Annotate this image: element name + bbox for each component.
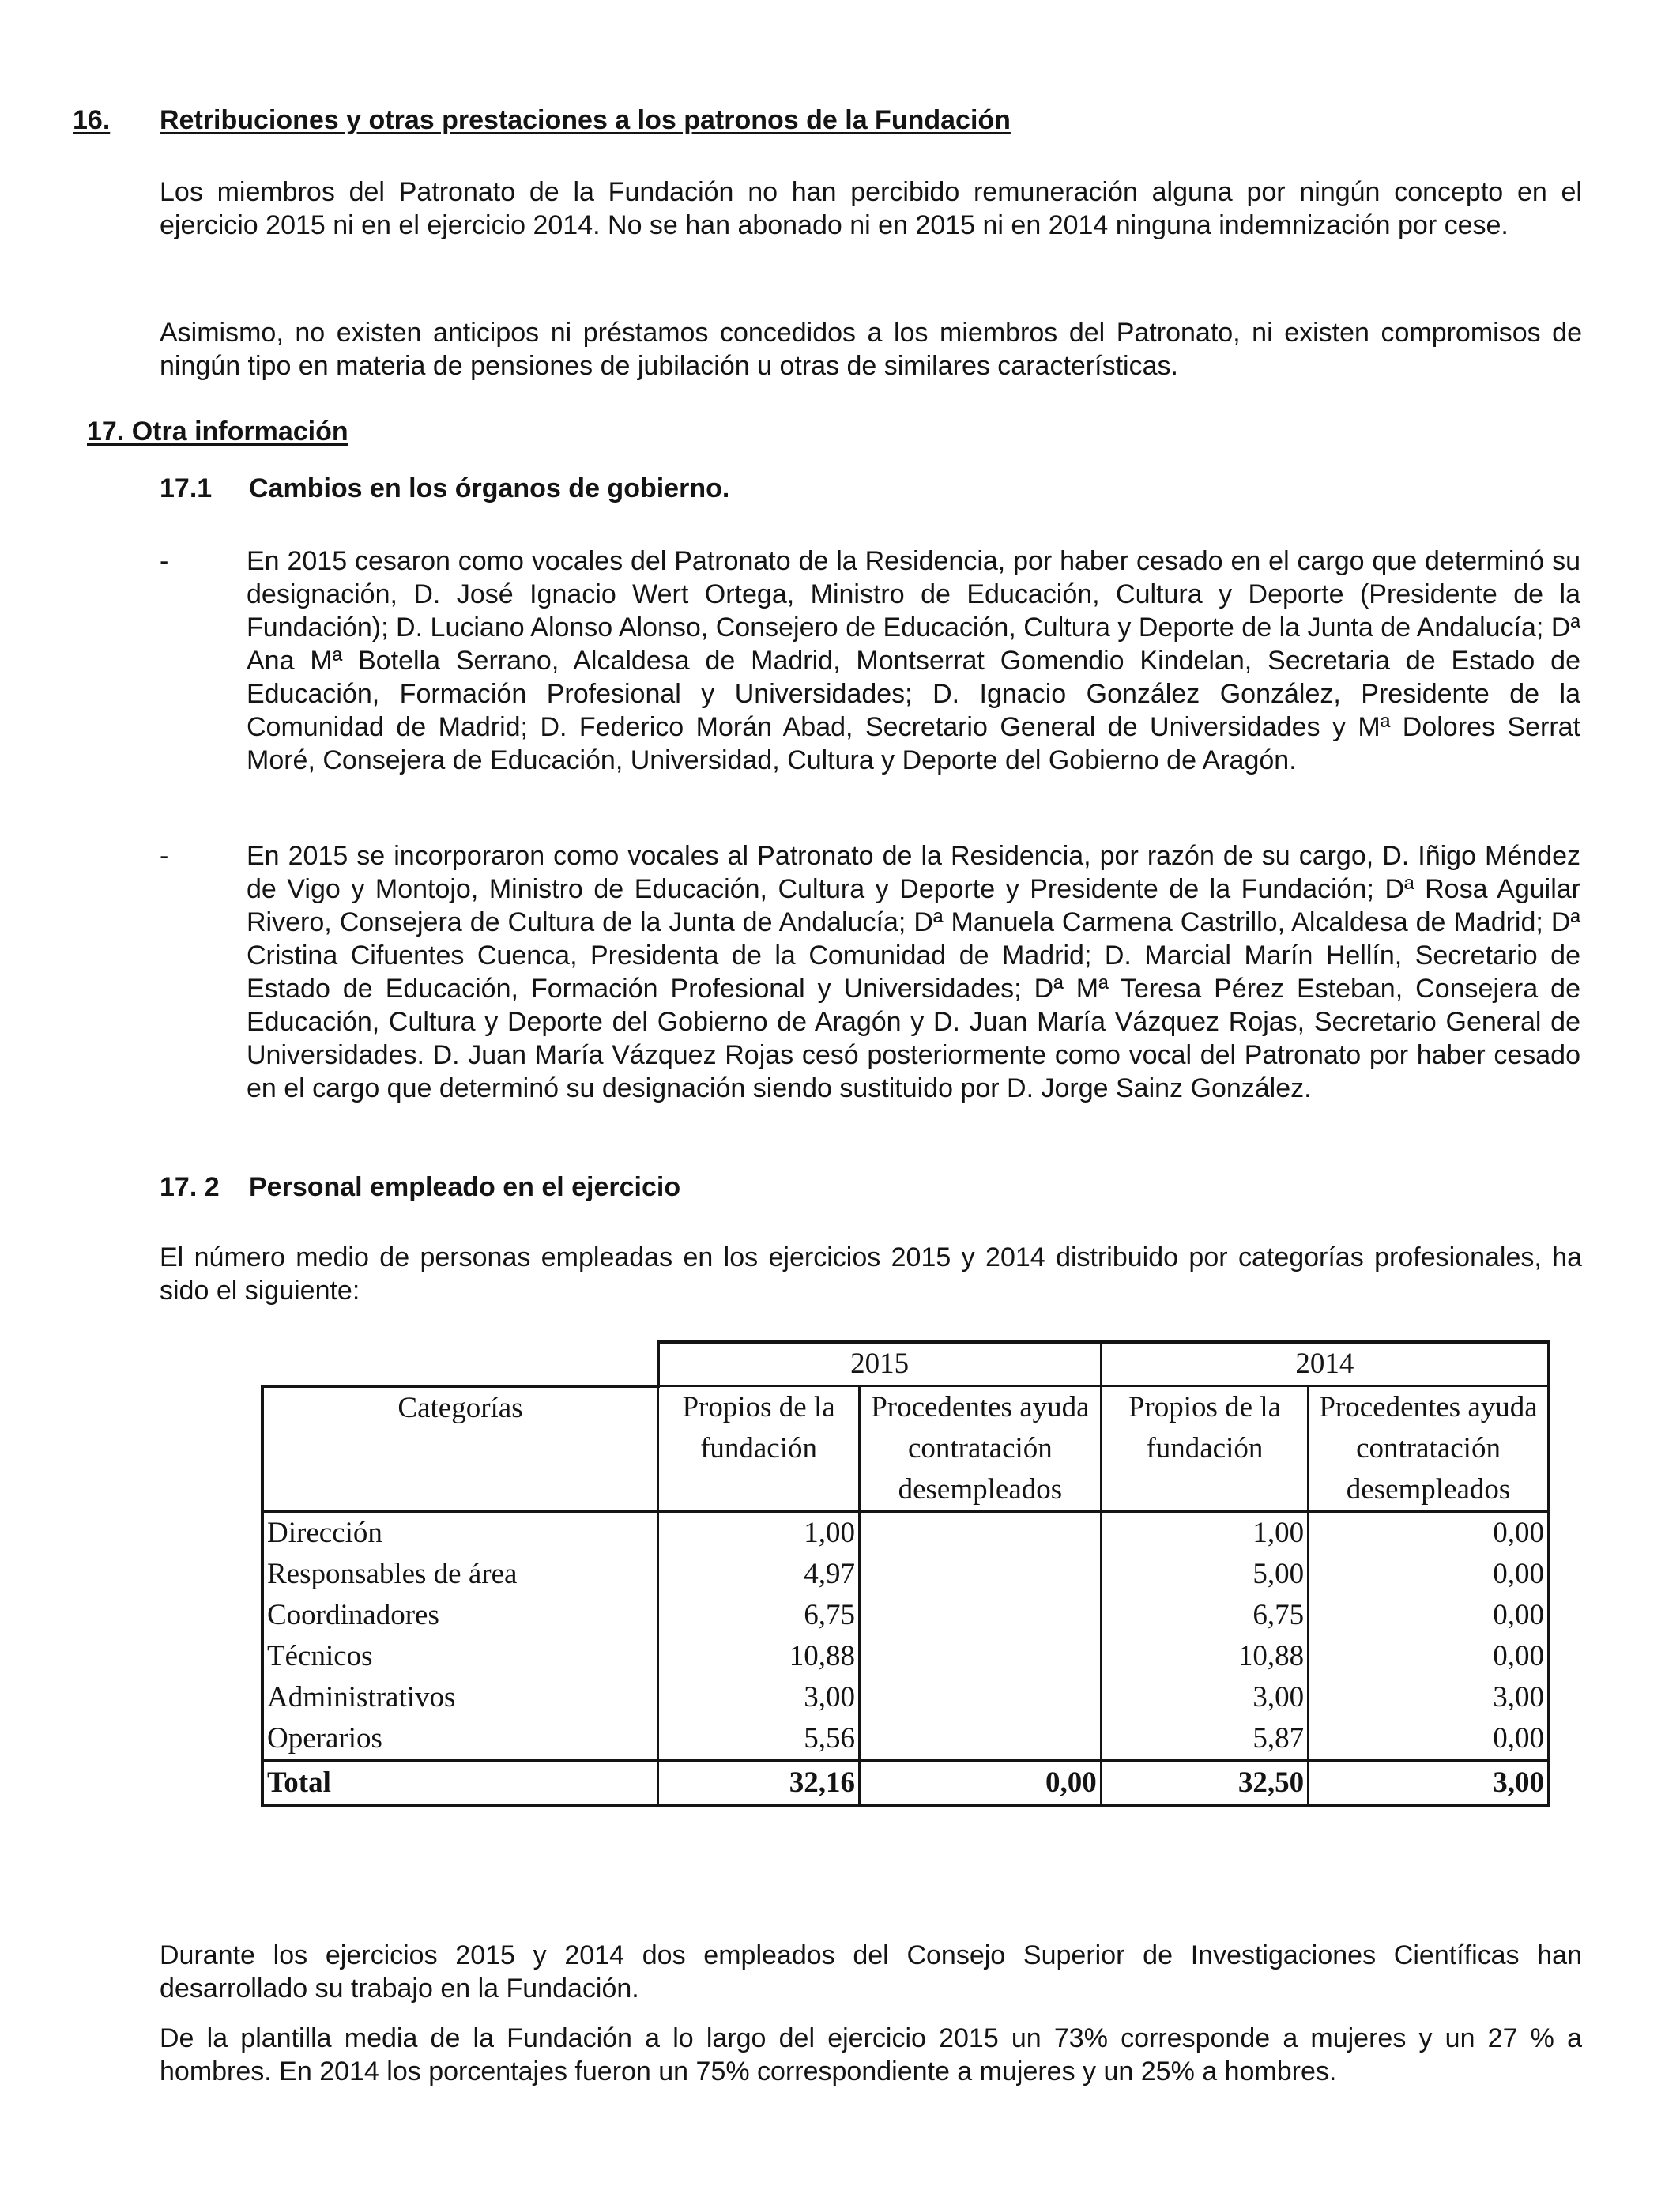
- section-16-number: 16.: [73, 105, 111, 135]
- propios-2015-cell: 1,00: [658, 1512, 860, 1555]
- bullet-item-ceses: En 2015 cesaron como vocales del Patronato de la Residencia, por haber cesado en el cargo que determinó su designación, D. José Ignacio Wert Ortega, Ministro de Educación, Cultura y Deporte (Presidente de la Fundación); D. Luciano Alonso Alonso, Consejero de Educación, Cultura y Deporte de la Junta de Andalucía; Dª Ana Mª Botella Serrano, Alcaldesa de Madrid, Montserrat Gomendio Kindelan, Secretaria de Estado de Educación, Formación Profesional y Universidades; D. Ignacio González González, Presidente de la Comunidad de Madrid; D. Federico Morán Abad, Secretario General de Universidades y Mª Dolores Serrat Moré, Consejera de Educación, Universidad, Cultura y Deporte del Gobierno de Aragón.: [247, 546, 1580, 775]
- procedentes-2014-cell: 0,00: [1309, 1636, 1549, 1677]
- procedentes-2014-cell: 3,00: [1309, 1677, 1549, 1718]
- procedentes-2015-cell: [860, 1718, 1102, 1761]
- year-2015-header: 2015: [658, 1342, 1102, 1386]
- section-16-title: Retribuciones y otras prestaciones a los patronos de la Fundación: [160, 105, 1011, 135]
- procedentes-2014-cell: 0,00: [1309, 1554, 1549, 1595]
- procedentes-2014-cell: 0,00: [1309, 1718, 1549, 1761]
- table-row: [262, 1512, 1549, 1555]
- bullet-dash: -: [160, 546, 169, 576]
- category-cell: Técnicos: [262, 1636, 658, 1677]
- bullet-item-incorporaciones: En 2015 se incorporaron como vocales al Patronato de la Residencia, por razón de su cargo, D. Iñigo Méndez de Vigo y Montojo, Ministro de Educación, Cultura y Deporte y Presidente de la Fundación; Dª Rosa Aguilar Rivero, Consejera de Cultura de la Junta de Andalucía; Dª Manuela Carmena Castrillo, Alcaldesa de Madrid; Dª Cristina Cifuentes Cuenca, Presidenta de la Comunidad de Madrid; D. Marcial Marín Hellín, Secretario de Estado de Educación, Formación Profesional y Universidades; Dª Mª Teresa Pérez Esteban, Consejera de Educación, Cultura y Deporte del Gobierno de Aragón y D. Juan María Vázquez Rojas, Secretario General de Universidades. D. Juan María Vázquez Rojas cesó posteriormente como vocal del Patronato por haber cesado en el cargo que determinó su designación siendo sustituido por D. Jorge Sainz González.: [247, 841, 1580, 1103]
- category-header: Categorías: [262, 1386, 658, 1512]
- propios-2014-cell: 1,00: [1101, 1512, 1308, 1555]
- table-header-row: [262, 1386, 1549, 1512]
- propios-2014-header: Propios de la fundación: [1101, 1386, 1308, 1512]
- propios-2015-header: Propios de la fundación: [658, 1386, 860, 1512]
- total-label: Total: [262, 1761, 658, 1805]
- bullet-dash: -: [160, 841, 169, 871]
- table-row: [262, 1554, 1549, 1595]
- category-cell: Coordinadores: [262, 1595, 658, 1636]
- closing-paragraph-1: Durante los ejercicios 2015 y 2014 dos empleados del Consejo Superior de Investigaciones Científicas han desarrollado su trabajo en la Fundación.: [160, 1940, 1582, 2004]
- section-16-paragraph-1: Los miembros del Patronato de la Fundación no han percibido remuneración alguna por ningún concepto en el ejercicio 2015 ni en el ejercicio 2014. No se han abonado ni en 2015 ni en 2014 ninguna indemnización por cese.: [160, 177, 1582, 240]
- category-cell: Dirección: [262, 1512, 658, 1555]
- propios-2014-cell: 6,75: [1101, 1595, 1308, 1636]
- section-16-paragraph-2: Asimismo, no existen anticipos ni préstamos concedidos a los miembros del Patronato, ni existen compromisos de ningún tipo en materia de pensiones de jubilación u otras de similares características.: [160, 318, 1582, 381]
- table-row: [262, 1595, 1549, 1636]
- table-row: [262, 1636, 1549, 1677]
- subsection-17-1-number: 17.1: [160, 473, 213, 503]
- category-cell: Responsables de área: [262, 1554, 658, 1595]
- total-procedentes-2014: 3,00: [1309, 1761, 1549, 1805]
- procedentes-2015-cell: [860, 1512, 1102, 1555]
- section-17-title: 17. Otra información: [87, 417, 348, 447]
- category-cell: Operarios: [262, 1718, 658, 1761]
- table-year-row: [262, 1342, 1549, 1386]
- procedentes-2015-cell: [860, 1554, 1102, 1595]
- closing-paragraph-2: De la plantilla media de la Fundación a lo largo del ejercicio 2015 un 73% corresponde a mujeres y un 27 % a hombres. En 2014 los porcentajes fueron un 75% correspondiente a mujeres y un 25% a hombres.: [160, 2023, 1582, 2087]
- propios-2015-cell: 10,88: [658, 1636, 860, 1677]
- procedentes-2015-cell: [860, 1595, 1102, 1636]
- table-row: [262, 1718, 1549, 1761]
- category-cell: Administrativos: [262, 1677, 658, 1718]
- employees-table: [261, 1340, 1550, 1807]
- propios-2014-cell: 3,00: [1101, 1677, 1308, 1718]
- procedentes-2014-header: Procedentes ayuda contratación desempleados: [1309, 1386, 1549, 1512]
- procedentes-2015-cell: [860, 1677, 1102, 1718]
- table-row: [262, 1677, 1549, 1718]
- total-propios-2014: 32,50: [1101, 1761, 1308, 1805]
- total-procedentes-2015: 0,00: [860, 1761, 1102, 1805]
- total-propios-2015: 32,16: [658, 1761, 860, 1805]
- propios-2015-cell: 6,75: [658, 1595, 860, 1636]
- propios-2015-cell: 5,56: [658, 1718, 860, 1761]
- propios-2014-cell: 5,00: [1101, 1554, 1308, 1595]
- subsection-17-2-title: Personal empleado en el ejercicio: [249, 1172, 681, 1202]
- subsection-17-2-number: 17. 2: [160, 1172, 220, 1202]
- propios-2015-cell: 4,97: [658, 1554, 860, 1595]
- procedentes-2015-header: Procedentes ayuda contratación desempleados: [860, 1386, 1102, 1512]
- propios-2015-cell: 3,00: [658, 1677, 860, 1718]
- propios-2014-cell: 10,88: [1101, 1636, 1308, 1677]
- propios-2014-cell: 5,87: [1101, 1718, 1308, 1761]
- procedentes-2014-cell: 0,00: [1309, 1512, 1549, 1555]
- subsection-17-1-title: Cambios en los órganos de gobierno.: [249, 473, 730, 503]
- table-total-row: [262, 1761, 1549, 1805]
- procedentes-2014-cell: 0,00: [1309, 1595, 1549, 1636]
- subsection-17-2-intro: El número medio de personas empleadas en los ejercicios 2015 y 2014 distribuido por categorías profesionales, ha sido el siguiente:: [160, 1242, 1582, 1306]
- procedentes-2015-cell: [860, 1636, 1102, 1677]
- year-2014-header: 2014: [1101, 1342, 1549, 1386]
